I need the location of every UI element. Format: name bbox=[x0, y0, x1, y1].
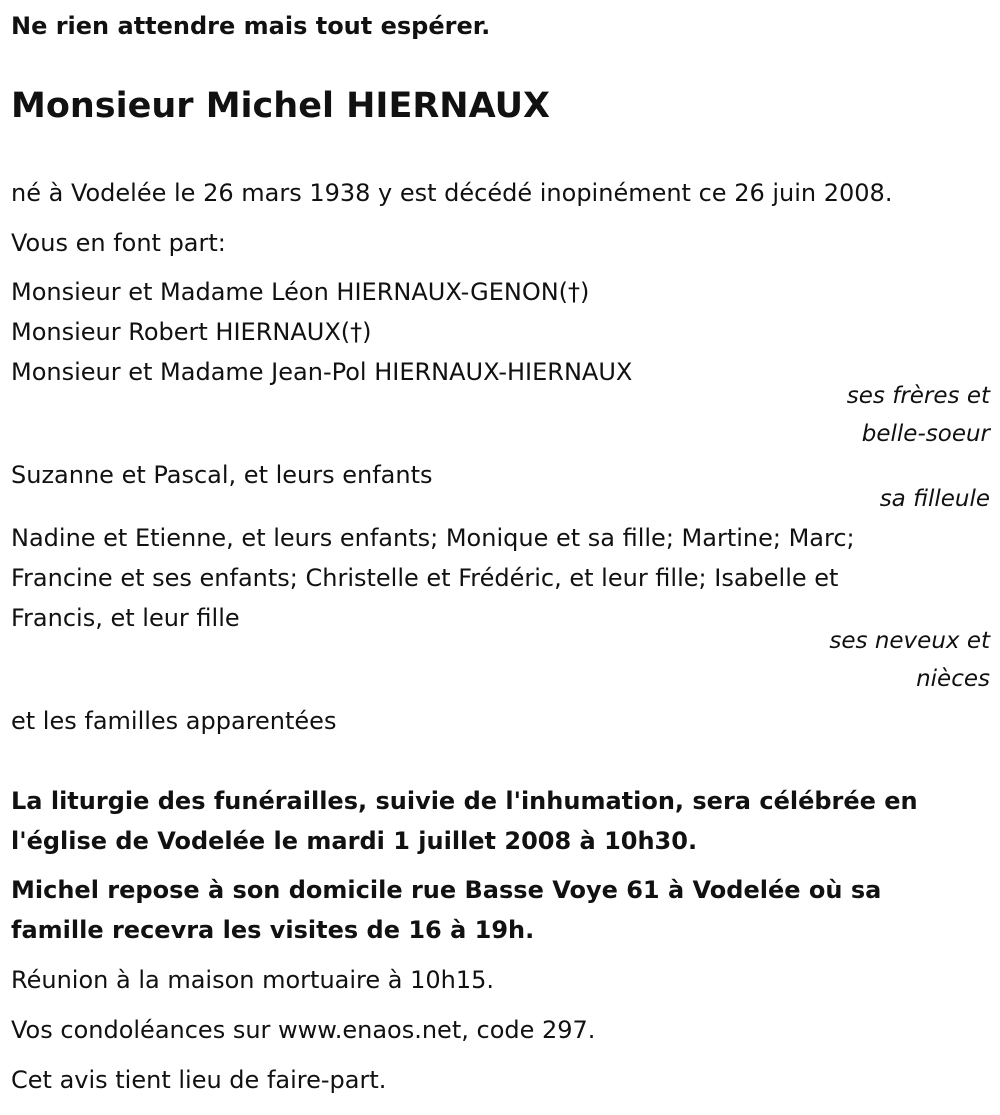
nephews-role bbox=[829, 622, 990, 698]
liturgy-line: l'église de Vodelée le mardi 1 juillet 2008 à 10h30. bbox=[11, 827, 698, 855]
notice-line: Cet avis tient lieu de faire-part. bbox=[11, 1066, 387, 1094]
birth-death-line: né à Vodelée le 26 mars 1938 y est décédé inopinément ce 26 juin 2008. bbox=[11, 179, 893, 207]
motto: Ne rien attendre mais tout espérer. bbox=[11, 12, 491, 40]
nephew-line: Francis, et leur fille bbox=[11, 604, 240, 632]
liturgy-line: La liturgie des funérailles, suivie de l'inhumation, sera célébrée en bbox=[11, 787, 918, 815]
announce-line: Vous en font part: bbox=[11, 229, 226, 257]
role-line: nièces bbox=[916, 666, 990, 692]
relative-line: Monsieur Robert HIERNAUX(†) bbox=[11, 318, 372, 346]
repose-line: famille recevra les visites de 16 à 19h. bbox=[11, 916, 535, 944]
nephews-list bbox=[11, 518, 971, 638]
siblings-role bbox=[847, 377, 990, 453]
meeting-line: Réunion à la maison mortuaire à 10h15. bbox=[11, 966, 495, 994]
relative-line: Monsieur et Madame Léon HIERNAUX-GENON(†) bbox=[11, 278, 590, 306]
repose-info bbox=[11, 870, 971, 950]
role-line: ses frères et bbox=[846, 383, 990, 409]
condolences-line: Vos condoléances sur www.enaos.net, code 297. bbox=[11, 1016, 596, 1044]
nephew-line: Nadine et Etienne, et leurs enfants; Monique et sa fille; Martine; Marc; bbox=[11, 524, 855, 552]
role-line: ses neveux et bbox=[829, 628, 990, 654]
deceased-name: Monsieur Michel HIERNAUX bbox=[11, 86, 551, 126]
relative-line: Monsieur et Madame Jean-Pol HIERNAUX-HIERNAUX bbox=[11, 358, 633, 386]
role-line: belle-soeur bbox=[861, 421, 990, 447]
families-line: et les familles apparentées bbox=[11, 707, 337, 735]
nephew-line: Francine et ses enfants; Christelle et Frédéric, et leur fille; Isabelle et bbox=[11, 564, 839, 592]
godchild-role: sa filleule bbox=[879, 486, 990, 512]
repose-line: Michel repose à son domicile rue Basse Voye 61 à Vodelée où sa bbox=[11, 876, 882, 904]
godchild-line: Suzanne et Pascal, et leurs enfants bbox=[11, 461, 433, 489]
liturgy-info bbox=[11, 781, 971, 861]
relatives-list bbox=[11, 272, 971, 392]
